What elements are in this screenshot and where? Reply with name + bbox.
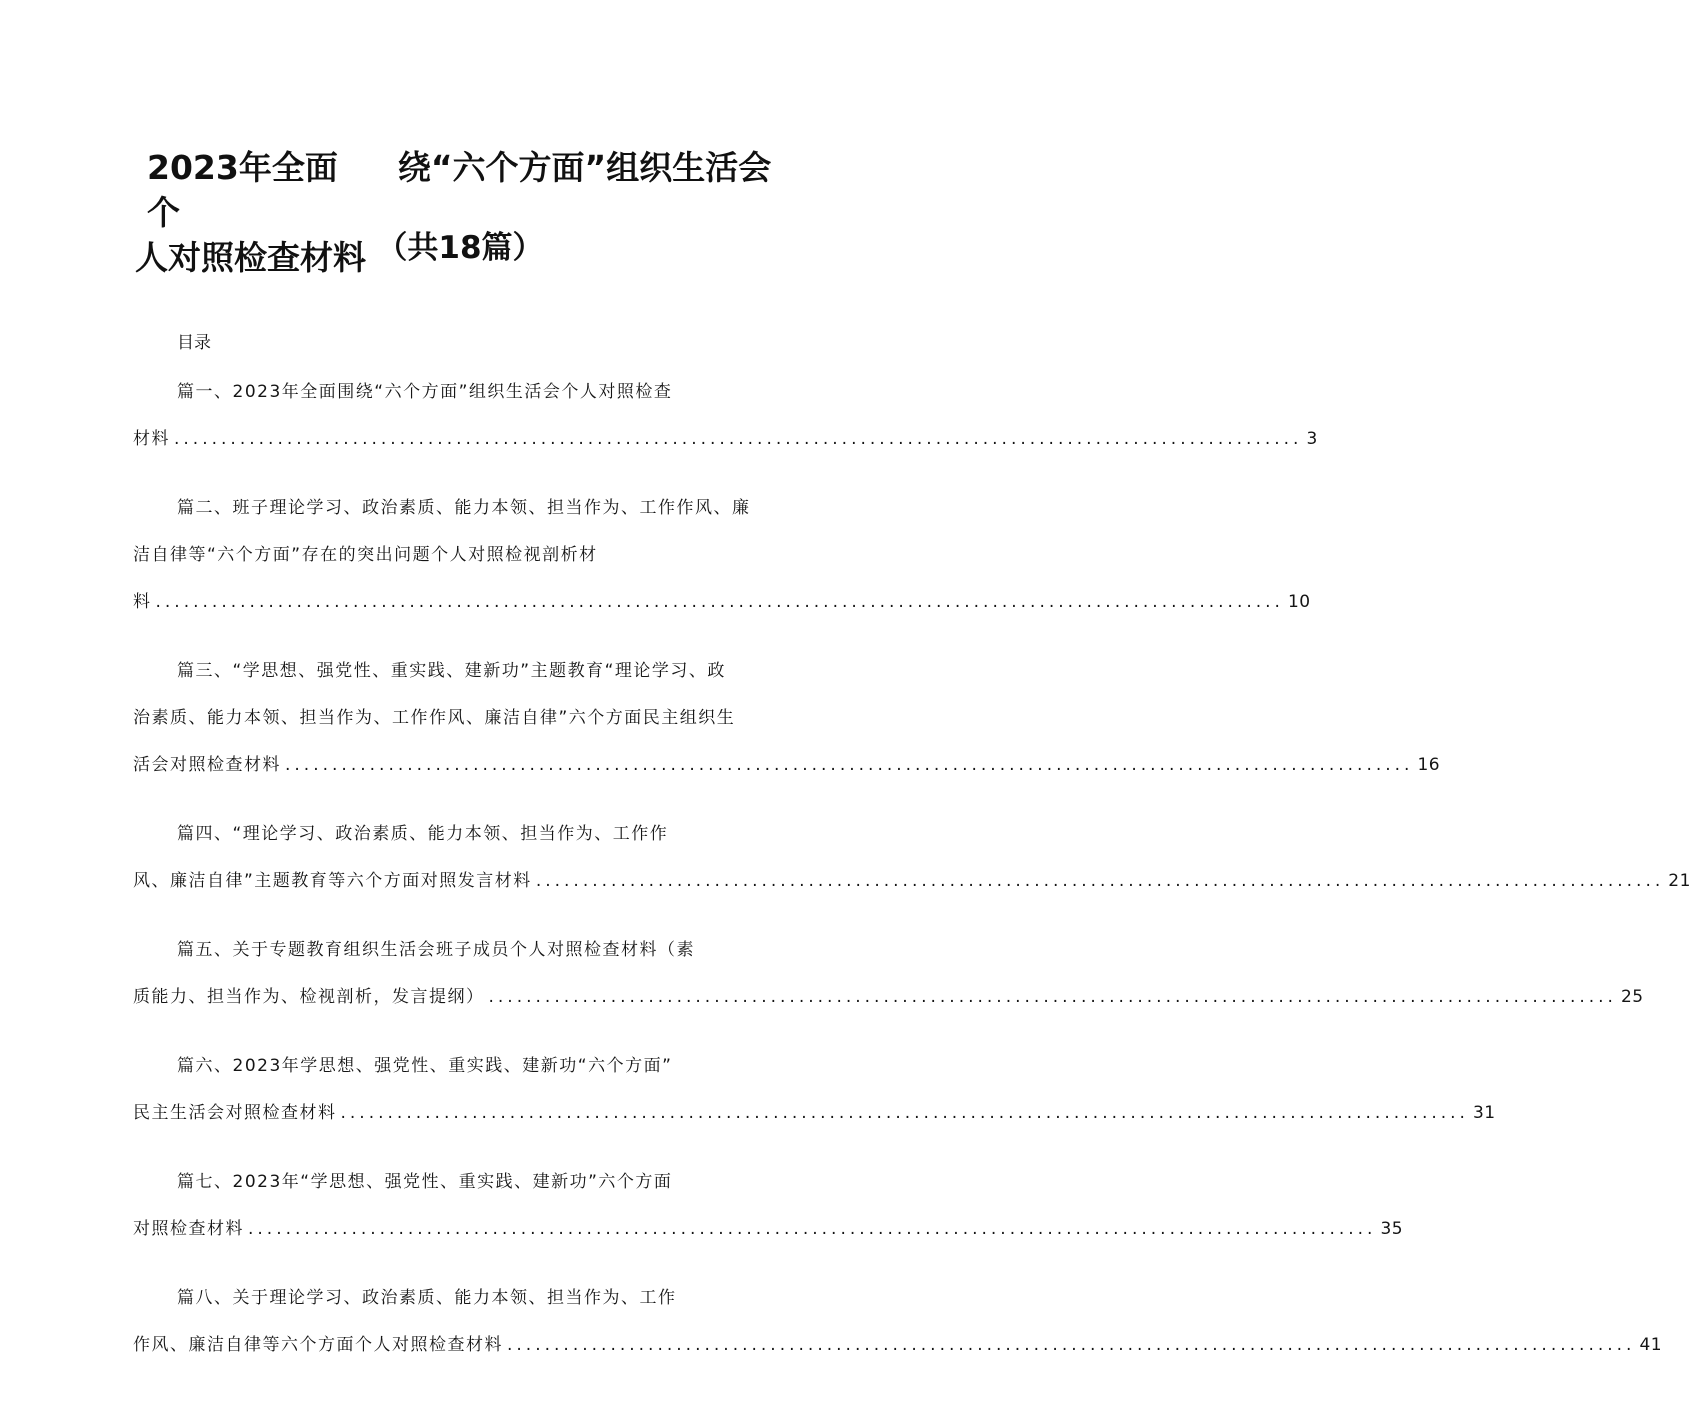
toc-entry[interactable] — [133, 1286, 1663, 1380]
dot-leader: ........................................................................................................................ — [535, 871, 1665, 891]
toc-entry-line: 篇五、关于专题教育组织生活会班子成员个人对照检查材料（素 — [177, 940, 695, 960]
toc-entry-last-line — [133, 590, 1311, 637]
toc-entry-label: 民主生活会对照检查材料 — [133, 1103, 337, 1123]
toc-page-number: 3 — [1306, 429, 1318, 449]
toc-page-number: 25 — [1620, 987, 1644, 1007]
toc-entry-line: 篇三、“学思想、强党性、重实践、建新功”主题教育“理论学习、政 — [177, 661, 726, 681]
toc-entry-line: 篇二、班子理论学习、政治素质、能力本领、担当作为、工作作风、廉 — [177, 498, 751, 518]
toc-entry-last-line — [133, 1101, 1496, 1148]
dot-leader: ........................................................................................................................ — [285, 755, 1414, 775]
toc-entry-last-line — [133, 1333, 1663, 1380]
toc-entry-line: 篇七、2023年“学思想、强党性、重实践、建新功”六个方面 — [177, 1172, 673, 1192]
title-line-1 — [135, 145, 785, 235]
toc-entry-label: 风、廉洁自律”主题教育等六个方面对照发言材料 — [133, 871, 532, 891]
toc-entry-last-line — [133, 753, 1441, 800]
toc-page-number: 10 — [1287, 592, 1311, 612]
toc-entry[interactable] — [133, 1170, 1404, 1264]
dot-leader: ........................................................................................................................ — [507, 1335, 1636, 1355]
toc-entry-line: 篇一、2023年全面围绕“六个方面”组织生活会个人对照检查 — [177, 382, 673, 402]
toc-entry-label: 材料 — [133, 429, 170, 449]
toc-page-number: 35 — [1380, 1219, 1404, 1239]
toc-entry-last-line — [133, 869, 1691, 916]
dot-leader: ........................................................................................................................ — [155, 592, 1284, 612]
title-line-1-part-2: 绕“六个方面”组织生活会个 — [147, 148, 772, 232]
toc-entry-label: 质能力、担当作为、检视剖析，发言提纲） — [133, 987, 485, 1007]
toc-entry[interactable] — [133, 496, 1311, 637]
toc-entry-line: 篇八、关于理论学习、政治素质、能力本领、担当作为、工作 — [177, 1288, 677, 1308]
toc-entry[interactable] — [133, 380, 1318, 474]
toc-entry-line: 篇六、2023年学思想、强党性、重实践、建新功“六个方面” — [177, 1056, 673, 1076]
toc-page-number: 21 — [1668, 871, 1691, 891]
toc-entry-line: 篇四、“理论学习、政治素质、能力本领、担当作为、工作作 — [177, 824, 669, 844]
toc-entry-line: 洁自律等“六个方面”存在的突出问题个人对照检视剖析材 — [133, 545, 598, 565]
toc-entry-label: 活会对照检查材料 — [133, 755, 281, 775]
toc-entry-label: 作风、廉洁自律等六个方面个人对照检查材料 — [133, 1335, 503, 1355]
document-subtitle: （共18篇） — [376, 230, 544, 266]
title-line-2: 人对照检查材料 — [135, 238, 366, 277]
toc-heading: 目录 — [177, 333, 211, 353]
toc-entry-last-line — [133, 427, 1318, 474]
toc-page-number: 16 — [1417, 755, 1441, 775]
dot-leader: ........................................................................................................................ — [488, 987, 1617, 1007]
dot-leader: ........................................................................................................................ — [248, 1219, 1377, 1239]
toc-page-number: 41 — [1639, 1335, 1663, 1355]
toc-entry-label: 对照检查材料 — [133, 1219, 244, 1239]
toc-entry-last-line — [133, 985, 1644, 1032]
toc-entry[interactable] — [133, 938, 1644, 1032]
toc-entry[interactable] — [133, 659, 1441, 800]
dot-leader: ........................................................................................................................ — [340, 1103, 1469, 1123]
toc-entry-label: 料 — [133, 592, 152, 612]
table-of-contents — [133, 380, 1691, 1402]
title-line-1-part-1: 2023年全面 — [147, 148, 338, 187]
dot-leader: ........................................................................................................................ — [174, 429, 1303, 449]
toc-entry-last-line — [133, 1217, 1404, 1264]
toc-entry[interactable] — [133, 1054, 1496, 1148]
toc-page-number: 31 — [1472, 1103, 1496, 1123]
toc-entry-line: 治素质、能力本领、担当作为、工作作风、廉洁自律”六个方面民主组织生 — [133, 708, 736, 728]
toc-entry[interactable] — [133, 822, 1691, 916]
